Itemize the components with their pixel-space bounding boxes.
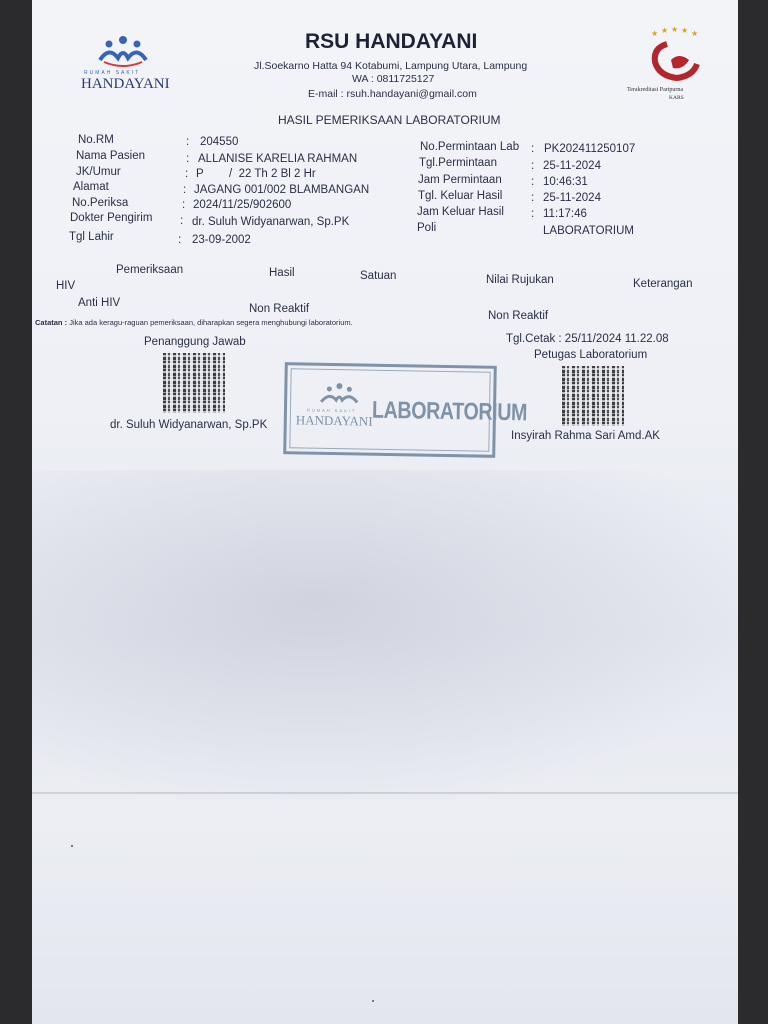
value-jam-permintaan: 10:46:31 bbox=[543, 176, 588, 188]
svg-text:★: ★ bbox=[651, 29, 659, 38]
svg-text:★: ★ bbox=[691, 29, 699, 38]
label-no-periksa: No.Periksa bbox=[72, 197, 129, 209]
header-hasil: Hasil bbox=[269, 267, 295, 279]
qr-code-right bbox=[562, 366, 624, 426]
group-hiv: HIV bbox=[56, 280, 76, 292]
label-alamat: Alamat bbox=[73, 181, 109, 193]
value-jk-umur: P / 22 Th 2 Bl 2 Hr bbox=[196, 168, 316, 180]
signature-left-title: Penanggung Jawab bbox=[144, 336, 246, 348]
note-label: Catatan : bbox=[35, 318, 68, 327]
header-keterangan: Keterangan bbox=[633, 278, 693, 290]
sep-jam-permintaan: : bbox=[531, 176, 535, 188]
stamp-text: LABORATORIUM bbox=[371, 396, 528, 427]
value-jam-keluar-hasil: 11:17:46 bbox=[543, 208, 587, 220]
value-dokter-pengirim: dr. Suluh Widyanarwan, Sp.PK bbox=[192, 216, 350, 228]
header-pemeriksaan: Pemeriksaan bbox=[116, 264, 184, 276]
value-poli: LABORATORIUM bbox=[543, 225, 634, 237]
label-nama-pasien: Nama Pasien bbox=[76, 150, 146, 162]
hospital-phone: WA : 0811725127 bbox=[352, 73, 435, 85]
label-jam-permintaan: Jam Permintaan bbox=[418, 174, 502, 186]
sep-no-periksa: : bbox=[182, 199, 186, 211]
svg-text:★: ★ bbox=[661, 26, 669, 35]
label-tgl-permintaan: Tgl.Permintaan bbox=[419, 157, 497, 169]
stamp-logo-name: HANDAYANI bbox=[295, 412, 373, 429]
row-reference: Non Reaktif bbox=[488, 310, 549, 322]
value-no-permintaan-lab: PK202411250107 bbox=[544, 143, 636, 155]
accreditation-body: KARS bbox=[669, 95, 684, 101]
value-tgl-lahir: 23-09-2002 bbox=[192, 234, 251, 246]
hospital-email: E-mail : rsuh.handayani@gmail.com bbox=[308, 88, 477, 100]
signature-left-name: dr. Suluh Widyanarwan, Sp.PK bbox=[110, 419, 268, 431]
label-tgl-lahir: Tgl Lahir bbox=[69, 231, 114, 243]
sep-tgl-lahir: : bbox=[178, 234, 182, 246]
speck bbox=[71, 845, 73, 847]
note-text: Jika ada keragu-raguan pemeriksaan, diharapkan segera menghubungi laboratorium. bbox=[69, 318, 353, 327]
sep-tgl-permintaan: : bbox=[531, 160, 535, 172]
note-line bbox=[35, 318, 353, 327]
value-no-rm: 204550 bbox=[200, 136, 239, 148]
sep-jk-umur: : bbox=[185, 168, 189, 180]
row-exam: Anti HIV bbox=[78, 297, 121, 309]
stamp-logo-small-text: RUMAH SAKIT bbox=[306, 407, 357, 414]
lab-report-paper bbox=[32, 0, 738, 1024]
print-date: Tgl.Cetak : 25/11/2024 11.22.08 bbox=[506, 333, 669, 345]
header-satuan: Satuan bbox=[360, 270, 397, 282]
laboratory-stamp bbox=[283, 362, 528, 458]
svg-text:★: ★ bbox=[671, 26, 679, 34]
qr-code-left bbox=[163, 353, 225, 413]
label-jam-keluar-hasil: Jam Keluar Hasil bbox=[417, 206, 504, 218]
value-tgl-permintaan: 25-11-2024 bbox=[543, 160, 601, 172]
hospital-name: RSU HANDAYANI bbox=[305, 30, 478, 53]
sep-jam-keluar-hasil: : bbox=[531, 208, 535, 220]
kars-emblem-icon bbox=[627, 26, 727, 86]
label-no-rm: No.RM bbox=[78, 134, 114, 146]
signature-right-title: Petugas Laboratorium bbox=[534, 349, 648, 361]
svg-text:★: ★ bbox=[681, 26, 689, 35]
value-alamat: JAGANG 001/002 BLAMBANGAN bbox=[194, 184, 370, 196]
header-nilai-rujukan: Nilai Rujukan bbox=[486, 274, 554, 286]
value-tgl-keluar-hasil: 25-11-2024 bbox=[543, 192, 601, 204]
sep-dokter-pengirim: : bbox=[180, 215, 184, 227]
label-tgl-keluar-hasil: Tgl. Keluar Hasil bbox=[418, 190, 503, 202]
value-nama-pasien: ALLANISE KARELIA RAHMAN bbox=[198, 153, 358, 165]
sep-no-permintaan-lab: : bbox=[531, 143, 535, 155]
row-result: Non Reaktif bbox=[249, 303, 310, 315]
speck bbox=[372, 1000, 374, 1002]
label-poli: Poli bbox=[417, 222, 437, 234]
accreditation-logo bbox=[627, 26, 727, 108]
label-dokter-pengirim: Dokter Pengirim bbox=[70, 212, 153, 224]
hospital-logo bbox=[78, 30, 168, 100]
label-no-permintaan-lab: No.Permintaan Lab bbox=[420, 141, 520, 153]
logo-small-text: RUMAH SAKIT bbox=[84, 70, 141, 76]
value-no-periksa: 2024/11/25/902600 bbox=[193, 199, 292, 211]
report-title: HASIL PEMERIKSAAN LABORATORIUM bbox=[278, 113, 501, 127]
signature-right-name: Insyirah Rahma Sari Amd.AK bbox=[511, 430, 660, 442]
logo-name: HANDAYANI bbox=[81, 76, 170, 92]
sep-nama-pasien: : bbox=[186, 153, 190, 165]
sep-alamat: : bbox=[183, 184, 187, 196]
paper-fold bbox=[32, 792, 738, 794]
sep-no-rm: : bbox=[186, 136, 190, 148]
label-jk-umur: JK/Umur bbox=[76, 166, 121, 178]
hospital-address: Jl.Soekarno Hatta 94 Kotabumi, Lampung Utara, Lampung bbox=[254, 60, 528, 72]
sep-tgl-keluar-hasil: : bbox=[531, 192, 535, 204]
accreditation-text: Terakreditasi Paripurna bbox=[627, 87, 684, 93]
